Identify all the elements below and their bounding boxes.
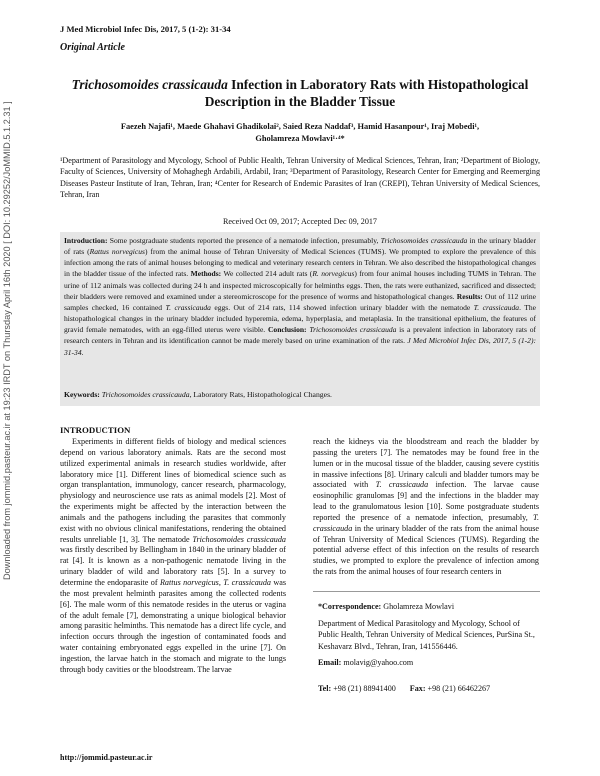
journal-url-footer[interactable]: http://jommid.pasteur.ac.ir	[60, 753, 153, 762]
intro-col2-c: in the urinary bladder of the rats from the animal house of Tehran University of Medical Sciences (TUMS). Regarding the potential adverse effect of this infection on the results of research studies, we prompted to explore the prevalence of infection among the rats from the animal houses of four research centers in	[313, 523, 539, 577]
journal-citation-header: J Med Microbiol Infec Dis, 2017, 5 (1-2): 31-34	[60, 24, 231, 34]
intro-col1-species: Trichosomoides crassicauda	[192, 534, 286, 544]
abstract-intro-rattus: Rattus norvegicus	[89, 247, 145, 257]
fax-label: Fax:	[409, 683, 426, 693]
abstract-intro-c: ) from the animal house of Tehran University of Medical Sciences (TUMS). We prompted to explore the prevalence of this infection among the rats of animal houses belonging to medical and veterinary research centers in Tehran. We also described the histopathological changes in the bladder tissue of the infected rats.	[64, 247, 536, 279]
abstract-conclusion-a: is a prevalent infection in laboratory rats of research centers in Tehran and its identification cannot be made merely based on urine examination of the rats.	[64, 325, 536, 346]
intro-col2-species2: T. crassicauda	[313, 512, 539, 533]
introduction-heading: INTRODUCTION	[60, 425, 131, 435]
author-list	[60, 121, 540, 145]
intro-col1-sep: ,	[218, 577, 224, 587]
keywords-species: Trichosomoides crassicauda	[101, 390, 190, 399]
abstract-intro-b: in the urinary bladder of rats (	[64, 236, 536, 257]
authors-line-1: Faezeh Najafi¹, Maede Ghahavi Ghadikolai², Saied Reza Naddaf³, Hamid Hasanpour¹, Iraj Mobedi¹,	[120, 122, 480, 131]
abstract-citation: J Med Microbiol Infec Dis, 2017, 5 (1-2): 31-34.	[64, 336, 536, 357]
correspondence-divider	[313, 591, 540, 592]
correspondence-phone-line	[318, 683, 538, 695]
abstract-results-species2: T. crassicauda	[473, 302, 520, 312]
tel-label: Tel:	[318, 683, 332, 693]
correspondence-email-line	[318, 657, 538, 669]
abstract-results-c: . The histopathological changes in the urinary bladder included hyperemia, edema, hyperplasia, and metaplasia. In the transitional epithelium, the features of gravid female nematodes, with an egg-filled uterus were visible.	[64, 302, 537, 335]
intro-col1-c: was the most prevalent helminth parasites among the collected rodents [6]. The male worm of this nematode resides in the uterus or vagina of the adult female [7], demonstrating a unique biological behavior among parasitic helminths. This nematode has a direct life cycle, and infection occurs through the ingestion of contaminated foods and water containing embryonated eggs expelled in the urine [7]. On ingestion, the larvae hatch in the stomach and migrate to the lungs through body cavities or the bloodstream. The larvae	[60, 577, 287, 674]
abstract-intro-label: Introduction:	[64, 236, 108, 245]
keywords	[64, 390, 536, 399]
authors-line-2: Gholamreza Mowlavi¹·⁴*	[255, 134, 345, 143]
introduction-column-1	[60, 437, 286, 676]
email-value[interactable]: molavig@yahoo.com	[341, 658, 414, 667]
abstract-intro-species: Trichosomoides crassicauda	[380, 236, 468, 245]
abstract-intro-a: Some postgraduate students reported the presence of a nematode infection, presumably,	[107, 236, 381, 245]
abstract-conclusion-label: Conclusion:	[267, 325, 307, 335]
title-rest: Infection in Laboratory Rats with Histopathological Description in the Bladder Tissue	[204, 77, 529, 109]
correspondence-address: Department of Medical Parasitology and Mycology, School of Public Health, Tehran University of Medical Sciences, PurSina St., Keshavarz Blvd., Tehran, Iran, 141556446.	[318, 618, 535, 651]
abstract-results-label: Results:	[456, 291, 483, 301]
intro-col2-b: infection. The larvae cause eosinophilic granulomas [9] and the infections in the bladder may lead to the granulomatous lesion [10]. Some postgraduate students reported the presence of a nematode infection, presumably,	[313, 480, 539, 522]
affiliations: ¹Department of Parasitology and Mycology, School of Public Health, Tehran University of Medical Sciences, Tehran, Iran; ²Department of Biology, Faculty of Sciences, University of Mohaghegh Ardabili, Ardabil, Iran; ³Department of Parasitology, Research Center for Emerging and Reemerging Diseases Pasteur Institute of Iran, Tehran, Iran; ⁴Center for Research of Endemic Parasites of Iran (CREPI), Tehran University of Medical Sciences, Tehran, Iran	[60, 156, 540, 200]
abstract-results-a: Out of 112 urine samples checked, 16 contained	[64, 291, 536, 312]
intro-col2-species: T. crassicauda	[375, 480, 429, 490]
fax-value: +98 (21) 66462267	[425, 683, 491, 693]
abstract-methods-rattus: R. norvegicus	[312, 269, 355, 279]
intro-col1-a: Experiments in different fields of biology and medical sciences depend on various laboratory animals. Rats are the second most utilized experimental animals in research studies worldwide, after laboratory mice [1]. Different lines of biomedical science such as organ transplantation, immunology, cancer research, pharmacology, physiology and neuroscience use rats as animal models [2]. Most of the experiments might be affected by the interaction between the animals and the pathogens including the parasites that commonly exist with no obvious clinical manifestations, rendering the obtained results unreliable [1, 3]. The nematode	[60, 437, 286, 544]
correspondence-name: Gholamreza Mowlavi	[381, 602, 455, 611]
tel-value: +98 (21) 88941400	[331, 683, 396, 693]
intro-col2-a: reach the kidneys via the bloodstream and reach the bladder by passing the ureters [7]. The nematodes may be found free in the lumen or in the mucosal tissue of the bladder, causing severe cystitis in massive infections [8]. Urinary calculi and bladder tumors may be associated with	[313, 437, 539, 490]
intro-col1-b: was firstly described by Bellingham in 1840 in the urinary bladder of rat [4]. It is known as a non-pathogenic nematode living in the urinary bladder of wild and laboratory rats [5]. In a survey to determine the endoparasite of	[60, 545, 286, 587]
introduction-column-2	[313, 437, 539, 578]
correspondence-line	[318, 601, 538, 613]
intro-col1-rattus: Rattus norvegicus	[159, 577, 219, 587]
correspondence-block	[318, 601, 538, 694]
email-label: Email:	[318, 658, 342, 667]
correspondence-label: *Correspondence:	[318, 602, 382, 611]
abstract-methods-label: Methods:	[190, 269, 222, 279]
title-species: Trichosomoides crassicauda	[71, 77, 228, 92]
keywords-label: Keywords:	[64, 390, 100, 399]
paper-title	[60, 76, 540, 110]
download-sidebar-note: Downloaded from jommid.pasteur.ac.ir at 19:23 IRDT on Thursday April 16th 2020 [ DOI: 10.29252/JoMMID.5.1.2.31 ]	[2, 101, 12, 580]
abstract-results-b: eggs. Out of 214 rats, 114 showed infection urinary bladder with the nematode	[210, 302, 474, 312]
abstract-text	[64, 235, 536, 358]
abstract-methods-b: ) from four animal houses including TUMS in Tehran. The urine of 112 animals was collected during 24 h and inspected microscopically for helminths eggs. Then, the rats were euthanized, sacrificed and dissected; their bladders were removed and examined under a stereomicroscope for the presence of worms and histopathological changes.	[64, 269, 537, 301]
keywords-rest: , Laboratory Rats, Histopathological Changes.	[189, 390, 332, 399]
article-type: Original Article	[60, 42, 125, 53]
received-dates: Received Oct 09, 2017; Accepted Dec 09, 2017	[223, 217, 377, 226]
abstract-methods-a: We collected 214 adult rats (	[221, 269, 313, 279]
intro-col1-species2: T. crassicauda	[223, 577, 271, 587]
abstract-results-species: T. crassicauda	[165, 302, 211, 312]
abstract-conclusion-species: Trichosomoides crassicauda	[309, 325, 397, 335]
